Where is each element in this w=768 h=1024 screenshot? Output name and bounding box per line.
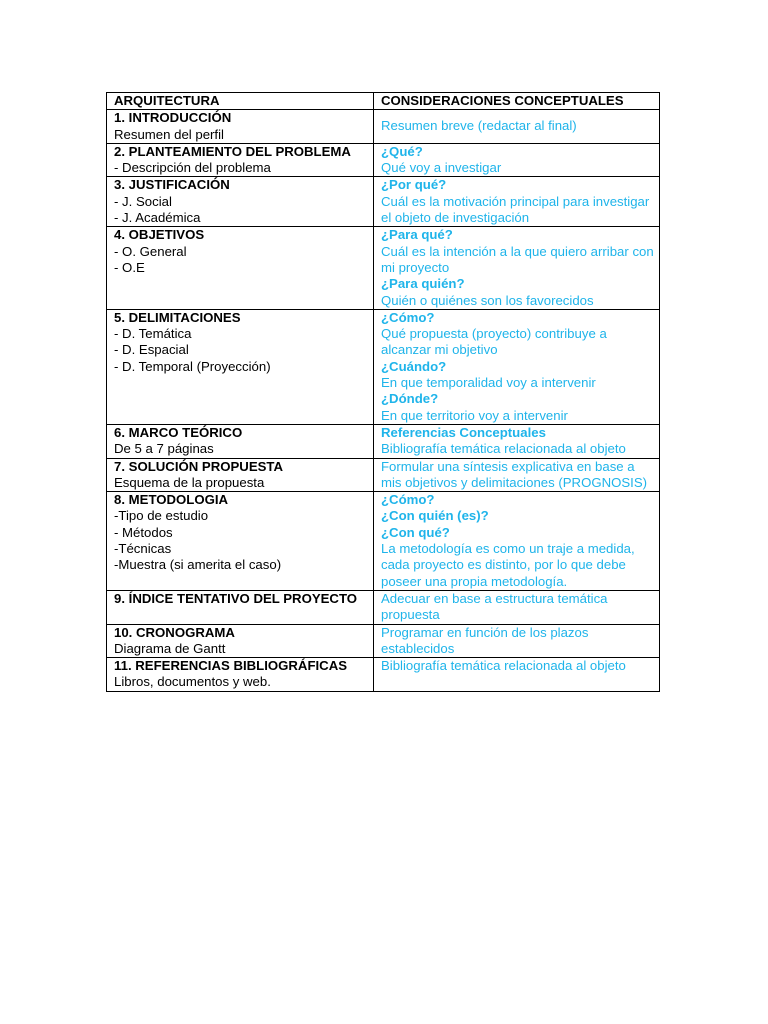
row-right-cell <box>374 177 660 227</box>
concept-text: Bibliografía temática relacionada al objeto <box>381 441 626 457</box>
concept-text: La metodología es como un traje a medida, cada proyecto es distinto, por lo que debe poseer una propia metodología. <box>381 541 635 589</box>
row-item: Diagrama de Gantt <box>114 640 226 656</box>
concept-question: ¿Para qué? <box>381 227 453 243</box>
row-left-cell <box>107 177 374 227</box>
concept-question: ¿Cómo? <box>381 492 435 508</box>
row-title: 2. PLANTEAMIENTO DEL PROBLEMA <box>114 143 351 159</box>
row-left-cell <box>107 624 374 658</box>
concept-question: Referencias Conceptuales <box>381 424 546 440</box>
row-item: Resumen del perfil <box>114 126 224 142</box>
row-title: 9. ÍNDICE TENTATIVO DEL PROYECTO <box>114 590 358 606</box>
table-row <box>107 309 660 424</box>
concept-question: ¿Con qué? <box>381 524 450 540</box>
concept-text: Quién o quiénes son los favorecidos <box>381 292 594 308</box>
row-item: - D. Temporal (Proyección) <box>114 358 271 374</box>
concept-text: Cuál es la motivación principal para investigar el objeto de investigación <box>381 193 650 226</box>
row-item: - O.E <box>114 259 145 275</box>
table-row <box>107 424 660 458</box>
row-title: 1. INTRODUCCIÓN <box>114 110 232 126</box>
concept-question: ¿Para quién? <box>381 276 465 292</box>
table-row <box>107 110 660 144</box>
row-spacer <box>114 607 368 623</box>
row-title: 8. METODOLOGIA <box>114 492 229 508</box>
concept-text: Qué voy a investigar <box>381 160 502 176</box>
table-row <box>107 492 660 591</box>
row-item: Libros, documentos y web. <box>114 674 271 690</box>
concept-question: ¿Cuándo? <box>381 358 447 374</box>
row-left-cell <box>107 227 374 309</box>
row-item: -Técnicas <box>114 541 172 557</box>
row-right-cell <box>374 309 660 424</box>
concept-text: Bibliografía temática relacionada al objeto <box>381 658 626 674</box>
row-right-cell <box>374 227 660 309</box>
row-right-cell <box>374 658 660 692</box>
header-arquitectura: ARQUITECTURA <box>107 93 374 110</box>
row-left-cell <box>107 492 374 591</box>
row-right-cell <box>374 458 660 492</box>
row-left-cell <box>107 458 374 492</box>
concept-text: Qué propuesta (proyecto) contribuye a alcanzar mi objetivo <box>381 326 607 358</box>
concept-text: Formular una síntesis explicativa en base a mis objetivos y delimitaciones (PROGNOSIS) <box>381 458 648 490</box>
row-title: 6. MARCO TEÓRICO <box>114 424 243 440</box>
table-row <box>107 227 660 309</box>
row-item: - D. Temática <box>114 326 192 342</box>
row-item: -Muestra (si amerita el caso) <box>114 557 282 573</box>
row-right-cell <box>374 424 660 458</box>
row-title: 4. OBJETIVOS <box>114 227 205 243</box>
concept-text: En que territorio voy a intervenir <box>381 407 568 423</box>
table-row <box>107 177 660 227</box>
row-left-cell <box>107 143 374 177</box>
concept-text: Cuál es la intención a la que quiero arribar con mi proyecto <box>381 243 654 275</box>
table-row <box>107 590 660 624</box>
row-right-cell <box>374 590 660 624</box>
row-item: - D. Espacial <box>114 342 189 358</box>
row-left-cell <box>107 309 374 424</box>
row-left-cell <box>107 658 374 692</box>
concept-text: Adecuar en base a estructura temática propuesta <box>381 590 608 623</box>
row-title: 10. CRONOGRAMA <box>114 624 235 640</box>
row-title: 7. SOLUCIÓN PROPUESTA <box>114 458 284 474</box>
concept-text: Programar en función de los plazos establecidos <box>381 624 589 656</box>
table-row <box>107 658 660 692</box>
row-left-cell <box>107 424 374 458</box>
row-item: De 5 a 7 páginas <box>114 441 214 457</box>
row-right-cell <box>374 492 660 591</box>
table-row <box>107 624 660 658</box>
concept-question: ¿Dónde? <box>381 391 439 407</box>
table-row <box>107 458 660 492</box>
table-header-row <box>107 93 660 110</box>
row-item: - Métodos <box>114 524 173 540</box>
row-item: - J. Social <box>114 193 172 209</box>
concept-text: Resumen breve (redactar al final) <box>381 118 577 134</box>
architecture-table <box>106 92 660 692</box>
row-item: - O. General <box>114 243 187 259</box>
table-row <box>107 143 660 177</box>
concept-question: ¿Con quién (es)? <box>381 508 489 524</box>
row-right-cell <box>374 110 660 144</box>
row-right-cell <box>374 143 660 177</box>
row-right-cell <box>374 624 660 658</box>
row-item: Esquema de la propuesta <box>114 474 265 490</box>
concept-question: ¿Qué? <box>381 143 423 159</box>
concept-question: ¿Cómo? <box>381 309 435 325</box>
row-title: 3. JUSTIFICACIÓN <box>114 177 230 193</box>
row-title: 11. REFERENCIAS BIBLIOGRÁFICAS <box>114 658 348 674</box>
header-consideraciones: CONSIDERACIONES CONCEPTUALES <box>374 93 660 110</box>
row-item: - Descripción del problema <box>114 160 271 176</box>
row-left-cell <box>107 110 374 144</box>
concept-question: ¿Por qué? <box>381 177 447 193</box>
row-left-cell <box>107 590 374 624</box>
row-title: 5. DELIMITACIONES <box>114 309 241 325</box>
row-item: -Tipo de estudio <box>114 508 209 524</box>
concept-text: En que temporalidad voy a intervenir <box>381 375 596 391</box>
row-item: - J. Académica <box>114 210 201 226</box>
